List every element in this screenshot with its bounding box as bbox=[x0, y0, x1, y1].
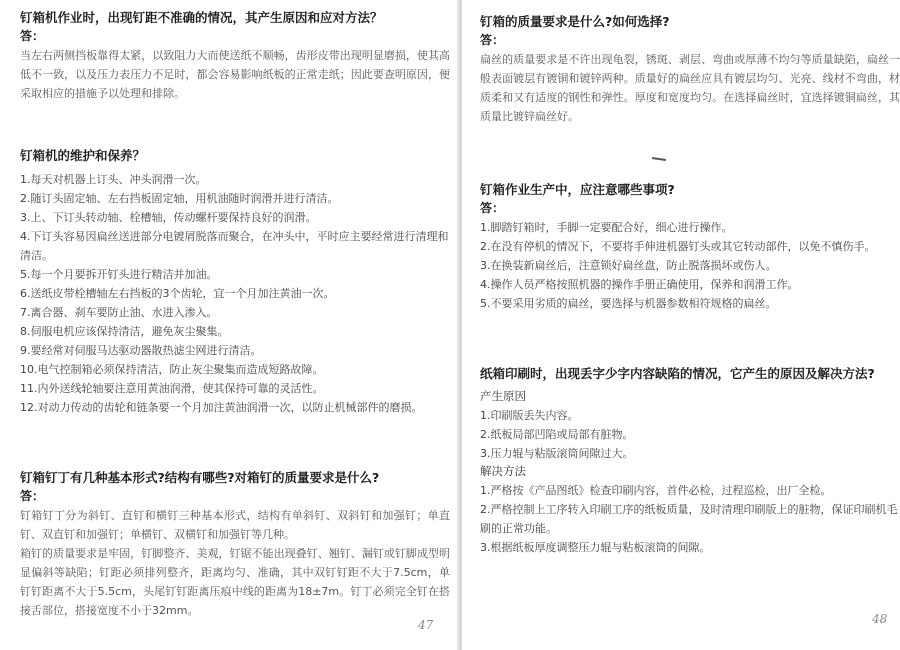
list-item: 3.压力辊与粘版滚筒间隙过大。 bbox=[480, 447, 634, 460]
list-item: 11.内外送线轮轴要注意用黄油润滑，使其保持可靠的灵活性。 bbox=[20, 382, 324, 395]
list-item: 2.随订头固定轴、左右挡板固定轴，用机油随时润滑并进行清洁。 bbox=[20, 192, 339, 205]
list-item: 3.根据纸板厚度调整压力辊与粘板滚筒的间隙。 bbox=[480, 541, 711, 554]
page-number: 48 bbox=[872, 612, 888, 626]
answer-paragraph: 扁丝的质量要求是不许出现龟裂，锈斑、剥层、弯曲或厚薄不均匀等质量缺陷，扁丝一般表面镀层有镀铜和镀锌两种。质量好的扁丝应具有镀层均匀、光亮、线材不弯曲，材质柔和又有适度的钢性和弹性。厚度和宽度均匀。在选择扁丝时，宜选择镀铜扁丝，其质量比镀锌扁丝好。 bbox=[480, 53, 900, 123]
section-maintenance bbox=[20, 148, 450, 417]
answer-label: 答： bbox=[20, 29, 45, 43]
answer-label: 答： bbox=[20, 489, 45, 503]
list-item: 8.伺服电机应该保持清洁，避免灰尘聚集。 bbox=[20, 325, 229, 338]
page-number: 47 bbox=[418, 618, 434, 632]
section-nail-spacing bbox=[20, 10, 450, 103]
list-item: 2.严格控制上工序转入印刷工序的纸板质量，及时清理印刷版上的脏物，保证印刷机毛刷的正常功能。 bbox=[480, 503, 898, 535]
list-item: 4.操作人员严格按照机器的操作手册正确使用，保养和润滑工作。 bbox=[480, 278, 799, 291]
maintenance-list bbox=[20, 170, 450, 417]
list-item: 10.电气控制箱必须保持清洁，防止灰尘聚集而造成短路故障。 bbox=[20, 363, 324, 376]
section-printing-defects bbox=[480, 366, 900, 557]
list-item: 12.对动力传动的齿轮和链条要一个月加注黄油润滑一次，以防止机械部件的磨损。 bbox=[20, 401, 423, 414]
list-item: 5.不要采用劣质的扁丝，要选择与机器参数相符规格的扁丝。 bbox=[480, 297, 777, 310]
list-item: 1.脚踏钉箱时，手脚一定要配合好，细心进行操作。 bbox=[480, 221, 733, 234]
section-flat-wire-quality bbox=[480, 14, 900, 126]
list-item: 1.每天对机器上订头、冲头润滑一次。 bbox=[20, 173, 207, 186]
answer-paragraph: 箱钉的质量要求是牢固，钉脚整齐、美观，钉锯不能出现叠钉、翘钉、漏钉或钉脚成型明显偏斜等缺陷；钉距必须排列整齐，距离均匀、准确，其中双钉钉距不大于7.5cm，单钉钉距离不大于5.5cm，头尾钉钉距离压痕中线的距离为18±7m。钉丁必须完全钉在搭接舌部位，搭接宽度不小于32mm。 bbox=[20, 547, 450, 617]
section-safety-notes bbox=[480, 182, 900, 313]
scan-mark bbox=[652, 157, 666, 160]
question-title: 纸箱印刷时，出现丢字少字内容缺陷的情况，它产生的原因及解决方法? bbox=[480, 366, 875, 381]
right-page bbox=[462, 0, 900, 650]
list-item: 1.严格按《产品图纸》检查印刷内容，首件必检，过程巡检，出厂全检。 bbox=[480, 484, 832, 497]
solution-label: 解决方法 bbox=[480, 464, 526, 478]
answer-label: 答： bbox=[480, 201, 505, 215]
cause-label: 产生原因 bbox=[480, 389, 526, 403]
list-item: 7.离合器、刹车要防止油、水进入渗入。 bbox=[20, 306, 218, 319]
answer-label: 答： bbox=[480, 33, 505, 47]
list-item: 4.下订头容易因扁丝送进部分电镀屑脱落而聚合，在冲头中，平时应主要经常进行清理和清洁。 bbox=[20, 230, 449, 262]
section-nail-types bbox=[20, 470, 450, 620]
answer-paragraph: 当左右两侧挡板靠得太紧，以致阻力大而使送纸不顺畅，齿形皮带出现明显磨损，使其高低不一致，以及压力表压力不足时，都会容易影响纸板的正常走纸；因此要查明原因，便采取相应的措施予以处理和排除。 bbox=[20, 49, 450, 100]
question-title: 钉箱钉丁有几种基本形式?结构有哪些?对箱钉的质量要求是什么? bbox=[20, 470, 380, 485]
list-item: 3.在换装新扁丝后，注意锁好扁丝盘，防止脱落损坏或伤人。 bbox=[480, 259, 777, 272]
list-item: 3.上、下订头转动轴、栓槽轴，传动螺杆要保持良好的润滑。 bbox=[20, 211, 317, 224]
question-title: 钉箱机的维护和保养？ bbox=[20, 148, 146, 163]
list-item: 1.印刷版丢失内容。 bbox=[480, 409, 579, 422]
solution-list bbox=[480, 481, 900, 557]
list-item: 2.纸板局部凹陷或局部有脏物。 bbox=[480, 428, 634, 441]
safety-list bbox=[480, 218, 900, 313]
answer-paragraph: 钉箱钉丁分为斜钉、直钉和横钉三种基本形式，结构有单斜钉、双斜钉和加强钉；单直钉、双直钉和加强钉；单横钉、双横钉和加强钉等几种。 bbox=[20, 509, 450, 541]
list-item: 5.每一个月要拆开钉头进行精洁并加油。 bbox=[20, 268, 218, 281]
list-item: 9.要经常对伺服马达驱动器散热滤尘网进行清洁。 bbox=[20, 344, 262, 357]
question-title: 钉箱作业生产中，应注意哪些事项? bbox=[480, 182, 675, 197]
question-title: 钉箱的质量要求是什么?如何选择? bbox=[480, 14, 670, 29]
list-item: 6.送纸皮带栓槽轴左右挡板的3个齿轮，宜一个月加注黄油一次。 bbox=[20, 287, 335, 300]
question-title: 钉箱机作业时，出现钉距不准确的情况，其产生原因和应对方法？ bbox=[20, 10, 383, 25]
list-item: 2.在没有停机的情况下，不要将手伸进机器钉头或其它转动部件，以免不慎伤手。 bbox=[480, 240, 876, 253]
cause-list bbox=[480, 406, 900, 463]
